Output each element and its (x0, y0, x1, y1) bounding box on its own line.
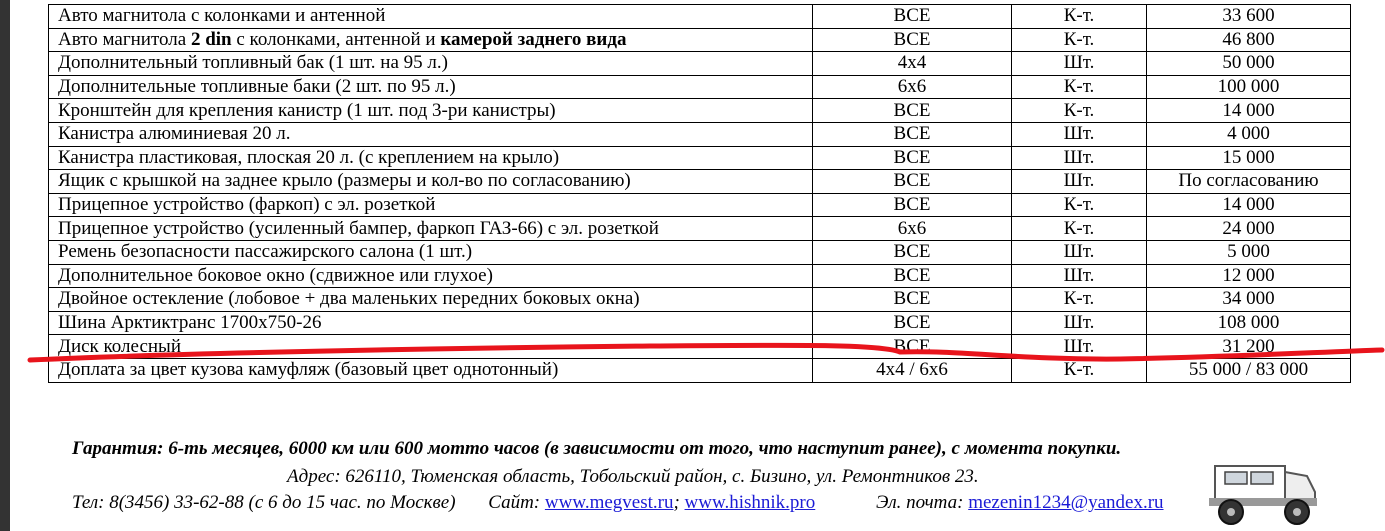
unit-cell: К-т. (1012, 217, 1147, 241)
model-cell: ВСЕ (813, 264, 1012, 288)
item-name-text: Канистра алюминиевая 20 л. (58, 123, 291, 145)
item-name-text: Прицепное устройство (фаркоп) с эл. розеткой (58, 194, 436, 216)
model-cell: ВСЕ (813, 335, 1012, 359)
model-cell: ВСЕ (813, 28, 1012, 52)
price-cell: 14 000 (1147, 193, 1351, 217)
unit-cell: К-т. (1012, 193, 1147, 217)
price-cell: 14 000 (1147, 99, 1351, 123)
unit-cell: К-т. (1012, 75, 1147, 99)
model-cell: ВСЕ (813, 240, 1012, 264)
model-cell: ВСЕ (813, 288, 1012, 312)
item-name-text: Авто магнитола с колонками и антенной (58, 5, 386, 27)
unit-cell: Шт. (1012, 264, 1147, 288)
model-cell: 4х4 / 6х6 (813, 358, 1012, 382)
price-cell: 12 000 (1147, 264, 1351, 288)
model-cell: ВСЕ (813, 193, 1012, 217)
unit-cell: Шт. (1012, 52, 1147, 76)
price-cell: 100 000 (1147, 75, 1351, 99)
price-cell: 108 000 (1147, 311, 1351, 335)
site-label: Сайт: (488, 492, 541, 513)
item-name-text: Дополнительное боковое окно (сдвижное или глухое) (58, 264, 493, 286)
price-cell: 46 800 (1147, 28, 1351, 52)
unit-cell: К-т. (1012, 28, 1147, 52)
model-cell: ВСЕ (813, 99, 1012, 123)
item-name-text: Прицепное устройство (усиленный бампер, фаркоп ГАЗ-66) с эл. розеткой (58, 217, 659, 239)
item-name-bold: камерой заднего вида (440, 28, 627, 50)
site-link-hishnik[interactable]: www.hishnik.pro (684, 492, 816, 513)
item-name-text: Доплата за цвет кузова камуфляж (базовый цвет однотонный) (58, 359, 559, 381)
unit-cell: Шт. (1012, 122, 1147, 146)
item-name-text: Диск колесный (58, 335, 181, 357)
price-cell: По согласованию (1147, 170, 1351, 194)
unit-cell: Шт. (1012, 170, 1147, 194)
unit-cell: К-т. (1012, 358, 1147, 382)
site-link-megvest[interactable]: www.megvest.ru (544, 492, 674, 513)
model-cell: ВСЕ (813, 311, 1012, 335)
item-name-bold: 2 din (190, 28, 232, 50)
model-cell: 6х6 (813, 75, 1012, 99)
price-cell: 50 000 (1147, 52, 1351, 76)
price-cell: 31 200 (1147, 335, 1351, 359)
item-name-text: Ящик с крышкой на заднее крыло (размеры и кол-во по согласованию) (58, 170, 631, 192)
email-label: Эл. почта: (876, 492, 964, 513)
item-name-text: Дополнительные топливные баки (2 шт. по 95 л.) (58, 76, 456, 98)
item-name-text: Ремень безопасности пассажирского салона (1 шт.) (58, 241, 473, 263)
unit-cell: Шт. (1012, 311, 1147, 335)
address-text: Адрес: 626110, Тюменская область, Тобольский район, с. Бизино, ул. Ремонтников 23. (287, 466, 979, 487)
item-name-text: Двойное остекление (лобовое + два маленьких передних боковых окна) (58, 288, 640, 310)
model-cell: 6х6 (813, 217, 1012, 241)
unit-cell: Шт. (1012, 240, 1147, 264)
warranty-text: Гарантия: 6-ть месяцев, 6000 км или 600 мотто часов (в зависимости от того, что наступит ранее), с момента покупки. (72, 438, 1122, 459)
item-name-text: с колонками, антенной и (231, 28, 441, 50)
item-name-text: Авто магнитола (58, 28, 191, 50)
price-cell: 55 000 / 83 000 (1147, 358, 1351, 382)
model-cell: ВСЕ (813, 146, 1012, 170)
item-name-text: Дополнительный топливный бак (1 шт. на 95 л.) (58, 52, 448, 74)
email-link[interactable]: mezenin1234@yandex.ru (968, 492, 1164, 513)
price-cell: 4 000 (1147, 122, 1351, 146)
unit-cell: К-т. (1012, 288, 1147, 312)
model-cell: ВСЕ (813, 5, 1012, 29)
price-cell: 24 000 (1147, 217, 1351, 241)
price-cell: 5 000 (1147, 240, 1351, 264)
unit-cell: Шт. (1012, 335, 1147, 359)
model-cell: 4х4 (813, 52, 1012, 76)
price-cell: 33 600 (1147, 5, 1351, 29)
model-cell: ВСЕ (813, 170, 1012, 194)
site-separator: ; (673, 492, 680, 513)
item-name-text: Кронштейн для крепления канистр (1 шт. под 3-ри канистры) (58, 99, 556, 121)
item-name-text: Шина Арктиктранс 1700х750-26 (58, 312, 322, 334)
price-cell: 34 000 (1147, 288, 1351, 312)
price-cell: 15 000 (1147, 146, 1351, 170)
unit-cell: К-т. (1012, 5, 1147, 29)
unit-cell: Шт. (1012, 146, 1147, 170)
red-annotation-stroke (30, 345, 1382, 360)
item-name-text: Канистра пластиковая, плоская 20 л. (с креплением на крыло) (58, 146, 560, 168)
model-cell: ВСЕ (813, 122, 1012, 146)
phone-text: Тел: 8(3456) 33-62-88 (с 6 до 15 час. по Москве) (72, 492, 456, 513)
unit-cell: К-т. (1012, 99, 1147, 123)
